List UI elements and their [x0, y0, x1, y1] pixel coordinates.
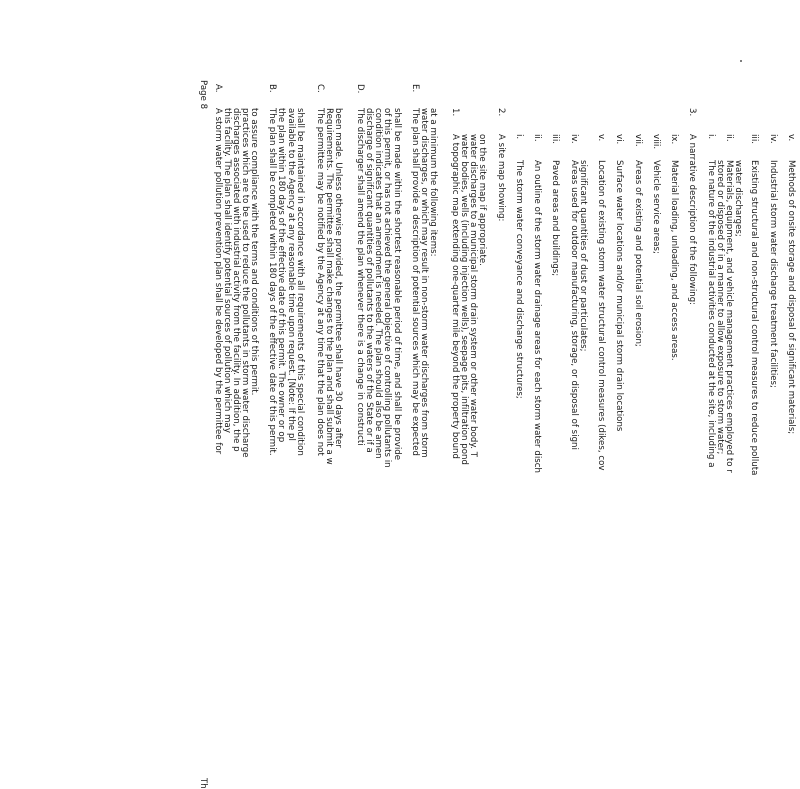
item-2-ii-marker: ii. [532, 134, 543, 142]
section-a-line-2: this facility. The plan shall identify potential sources of pollution which may [221, 108, 232, 433]
section-a-line-1: A storm water pollution prevention plan shall be developed by the permittee for [212, 108, 223, 455]
item-3-iv-marker: iv. [767, 134, 778, 144]
section-d-marker: D. [355, 84, 365, 94]
section-a-marker: A. [212, 84, 223, 93]
section-d-line-1: The discharger shall amend the plan whenever there is a change in constructi [355, 108, 365, 446]
section-c-line-3: been made. Unless otherwise provided, the permittee shall have 30 days after [333, 108, 344, 448]
item-3-i-line-4: water discharges; [733, 160, 743, 237]
section-e-line-2: water discharges, or which may result in non-storm water discharges from storm [419, 108, 429, 458]
item-2-ix-text: Material loading, unloading, and access areas. [669, 160, 680, 361]
item-2-viii-marker: viii. [650, 134, 661, 150]
section-c-marker: C. [314, 84, 325, 93]
item-2-vii-text: Areas of existing and potential soil erosion; [632, 160, 643, 347]
section-b-line-3: available to the Agency at any reasonable time upon request. [Note: If the pl [285, 108, 296, 441]
item-3-v-marker: v. [786, 134, 796, 142]
item-3-line: A narrative description of the following: [687, 134, 698, 306]
item-3-i-line-3: Materials, equipment, and vehicle management practices employed to r [723, 160, 734, 473]
section-d-line-2: discharge of significant quantities of pollutants to the waters of the State or if a [364, 108, 375, 453]
item-2-v-marker: v. [596, 134, 607, 142]
item-2-iii-marker: iii. [550, 134, 561, 144]
item-2-iv-text-2: significant quantities of dust or particulates; [577, 160, 588, 352]
section-a-line-3: discharges associated with industrial activity from the facility. In addition, the p [230, 108, 241, 452]
item-3-v-text: Methods of onsite storage and disposal of significant materials; [786, 160, 796, 435]
section-d-line-5: shall be made within the shortest reasonable period of time, and shall be provide [391, 108, 402, 461]
item-2-iv-marker: iv. [568, 134, 579, 144]
item-2-iii-text: Paved areas and buildings; [550, 160, 561, 277]
item-2-ix-marker: ix. [669, 134, 680, 145]
section-b-line-4: shall be maintained in accordance with all requirements of this special condition [294, 108, 305, 456]
item-2-ii-text: An outline of the storm water drainage areas for each storm water disch [532, 160, 543, 473]
item-3-iii-marker: iii. [749, 134, 760, 144]
item-3-ii-marker: ii. [723, 134, 734, 142]
item-2-vi-text: Surface water locations and/or municipal storm drain locations [614, 160, 625, 432]
section-b-line-1: The plan shall be completed within 180 days of the effective date of this permit. [267, 108, 278, 456]
section-b-line-2: the plan within 180 days of the effective date of this permit. The owner or op [276, 108, 287, 443]
section-e-line-3: at a minimum the following items: [428, 108, 439, 257]
item-3-i-marker: i. [705, 134, 716, 140]
section-c-line-1: The permittee may be notified by the Agency at any time that the plan does not [314, 108, 325, 456]
item-2-iv-text: Areas used for outdoor manufacturing, storage, or disposal of signi [568, 160, 579, 450]
section-e-line-1: The plan shall provide a description of potential sources which may be expected [409, 108, 420, 457]
section-d-line-3: condition indicates that an amendment is needed. The plan should also be amen [373, 108, 384, 459]
item-3-iv-text: Industrial storm water discharge treatment facilities; [767, 160, 778, 388]
item-3-i-line-1: The nature of the industrial activities conducted at the site, including a [705, 160, 716, 468]
item-3-marker: 3. [687, 108, 698, 117]
section-a-line-4: practices which are to be used to reduce the pollutants in storm water discharge [240, 108, 250, 458]
item-2-i-text: The storm water conveyance and discharge structures; [513, 160, 524, 399]
header-fragment: Th [198, 778, 208, 789]
item-2-viii-text: Vehicle service areas; [650, 160, 661, 254]
item-2-vii-marker: vii. [632, 134, 643, 147]
item-3-i-line-2: stored or disposed of in a manner to allow exposure to storm water; [714, 160, 725, 455]
section-b-marker: B. [267, 84, 278, 93]
item-3-iii-text: Existing structural and non-structural control measures to reduce polluta [749, 160, 760, 476]
item-2-marker: 2. [495, 108, 506, 117]
item-2-v-text: Location of existing storm water structural control measures (dikes, cov [596, 160, 607, 471]
item-2-i-marker: i. [513, 134, 524, 140]
item-1-line-1: A topographic map extending one-quarter mile beyond the property bound [450, 134, 460, 459]
item-1-line-3: water discharges to a municipal storm drain system or other water body. T [468, 134, 479, 458]
section-a-line-5: to assure compliance with the terms and conditions of this permit. [249, 108, 260, 396]
page-number: Page 8 [198, 80, 208, 110]
item-1-line-4: on the site map if appropriate. [477, 134, 488, 266]
item-1-marker: 1. [450, 108, 460, 117]
section-e-marker: E. [409, 84, 420, 93]
item-1-line-2: water bodies, wells (including injection wells), seepage pits, infiltration pond [459, 134, 470, 465]
item-2-line: A site map showing: [495, 134, 506, 222]
item-2-vi-marker: vi. [614, 134, 625, 145]
section-c-line-2: Requirements. The permittee shall make changes to the plan and shall submit a w [324, 108, 334, 465]
section-d-line-4: of this permit, or has not achieved the general objective of controlling pollutants in [382, 108, 393, 468]
